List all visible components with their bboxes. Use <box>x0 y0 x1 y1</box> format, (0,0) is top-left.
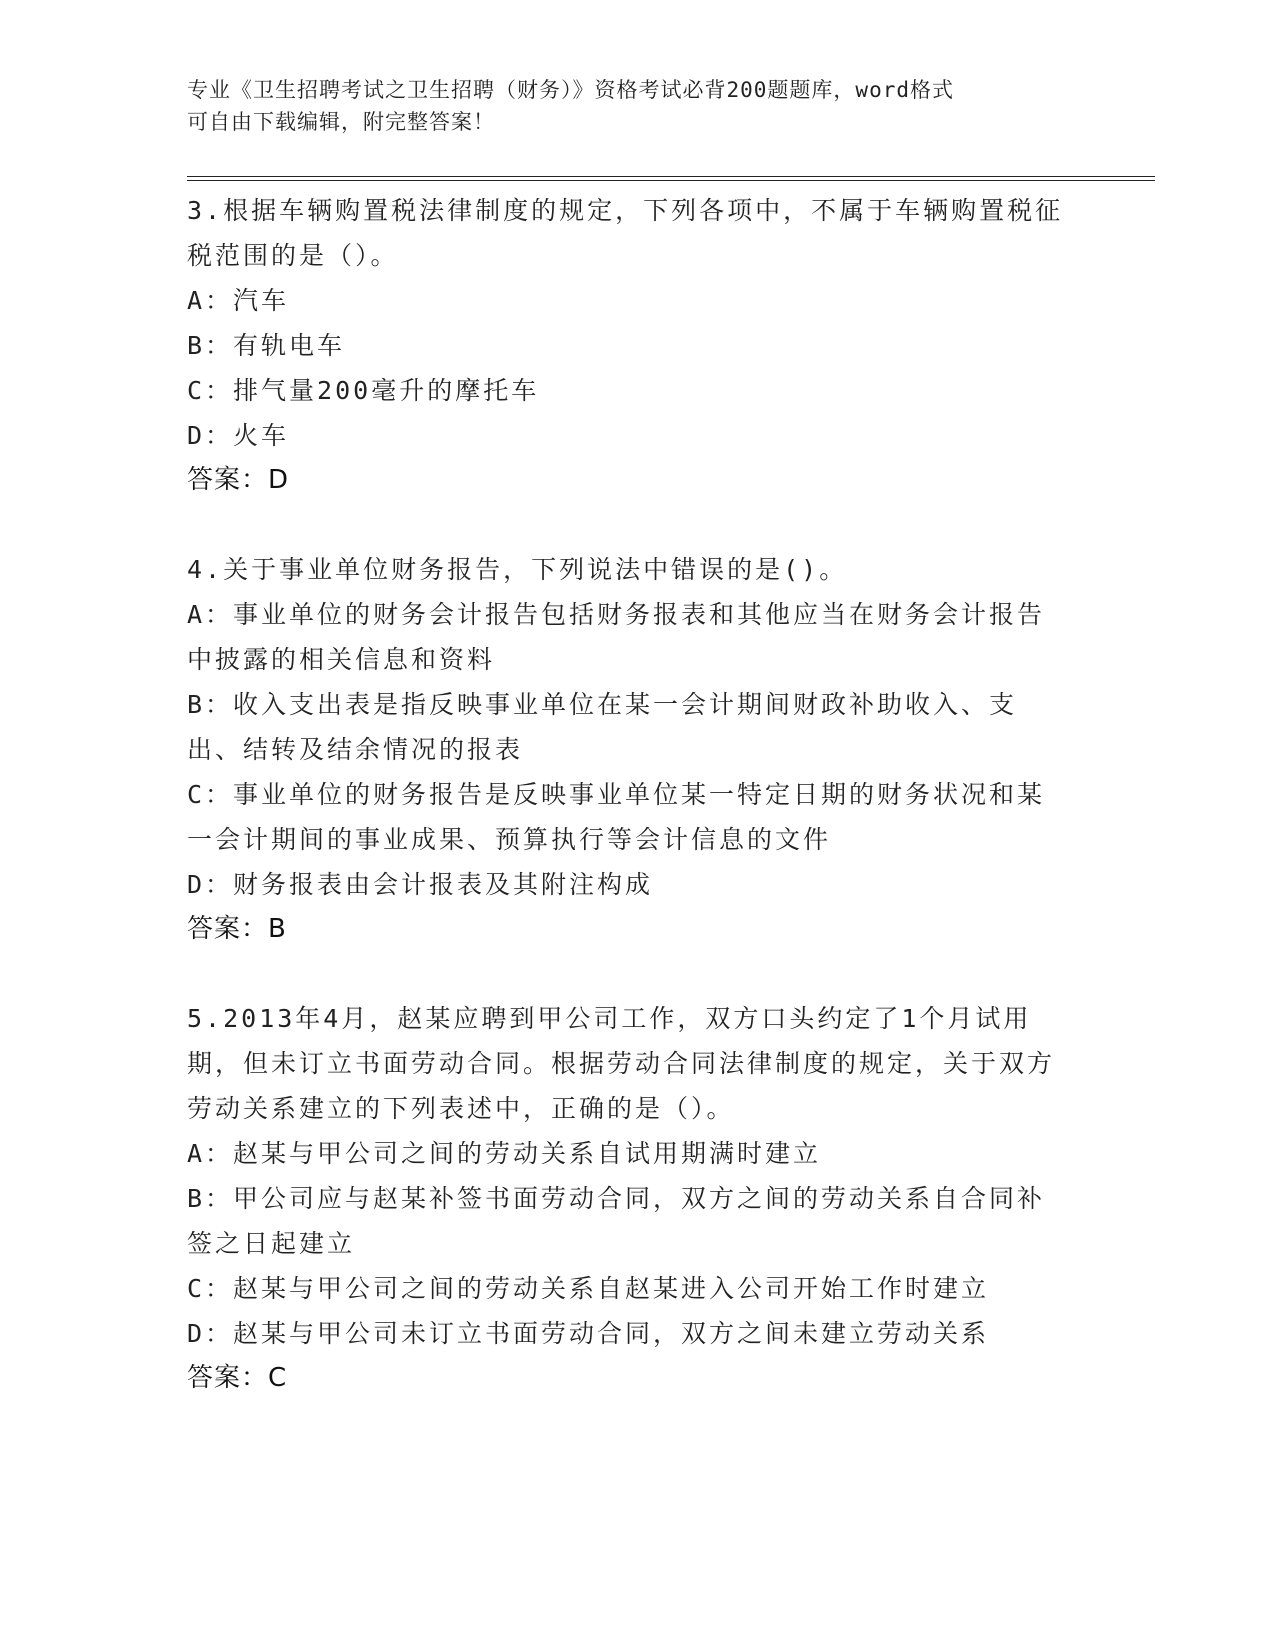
question-stem: 3.根据车辆购置税法律制度的规定，下列各项中，不属于车辆购置税征税范围的是（）。 <box>187 196 1064 270</box>
question-stem: 5.2013年4月，赵某应聘到甲公司工作，双方口头约定了1个月试用期，但未订立书面劳动合同。根据劳动合同法律制度的规定，关于双方劳动关系建立的下列表述中，正确的是（）。 <box>187 1004 1056 1123</box>
option-c: C：事业单位的财务报告是反映事业单位某一特定日期的财务状况和某一会计期间的事业成果、预算执行等会计信息的文件 <box>187 780 1046 854</box>
option-a: A：事业单位的财务会计报告包括财务报表和其他应当在财务会计报告中披露的相关信息和资料 <box>187 600 1046 674</box>
option-d: D：赵某与甲公司未订立书面劳动合同，双方之间未建立劳动关系 <box>187 1319 990 1348</box>
question-list <box>187 188 1067 1445</box>
header-line-1: 专业《卫生招聘考试之卫生招聘（财务）》资格考试必背200题题库，word格式 <box>187 78 954 102</box>
header-divider-bottom <box>187 180 1155 181</box>
document-header <box>187 74 1067 138</box>
option-d: D：火车 <box>187 421 290 450</box>
header-line-2: 可自由下载编辑，附完整答案！ <box>187 110 495 134</box>
question-stem: 4.关于事业单位财务报告，下列说法中错误的是()。 <box>187 555 848 584</box>
question-4 <box>187 547 1067 952</box>
option-d: D：财务报表由会计报表及其附注构成 <box>187 870 654 899</box>
option-a: A：汽车 <box>187 286 290 315</box>
option-c: C：赵某与甲公司之间的劳动关系自赵某进入公司开始工作时建立 <box>187 1274 990 1303</box>
option-a: A：赵某与甲公司之间的劳动关系自试用期满时建立 <box>187 1139 822 1168</box>
option-b: B：收入支出表是指反映事业单位在某一会计期间财政补助收入、支出、结转及结余情况的报表 <box>187 690 1018 764</box>
header-divider-top <box>187 176 1155 177</box>
answer-label: 答案：B <box>187 914 287 944</box>
answer-label: 答案：C <box>187 1363 288 1393</box>
question-3 <box>187 188 1067 503</box>
option-b: B：有轨电车 <box>187 331 346 360</box>
option-b: B：甲公司应与赵某补签书面劳动合同，双方之间的劳动关系自合同补签之日起建立 <box>187 1184 1046 1258</box>
answer-label: 答案：D <box>187 465 290 495</box>
question-5 <box>187 996 1067 1401</box>
option-c: C：排气量200毫升的摩托车 <box>187 376 540 405</box>
